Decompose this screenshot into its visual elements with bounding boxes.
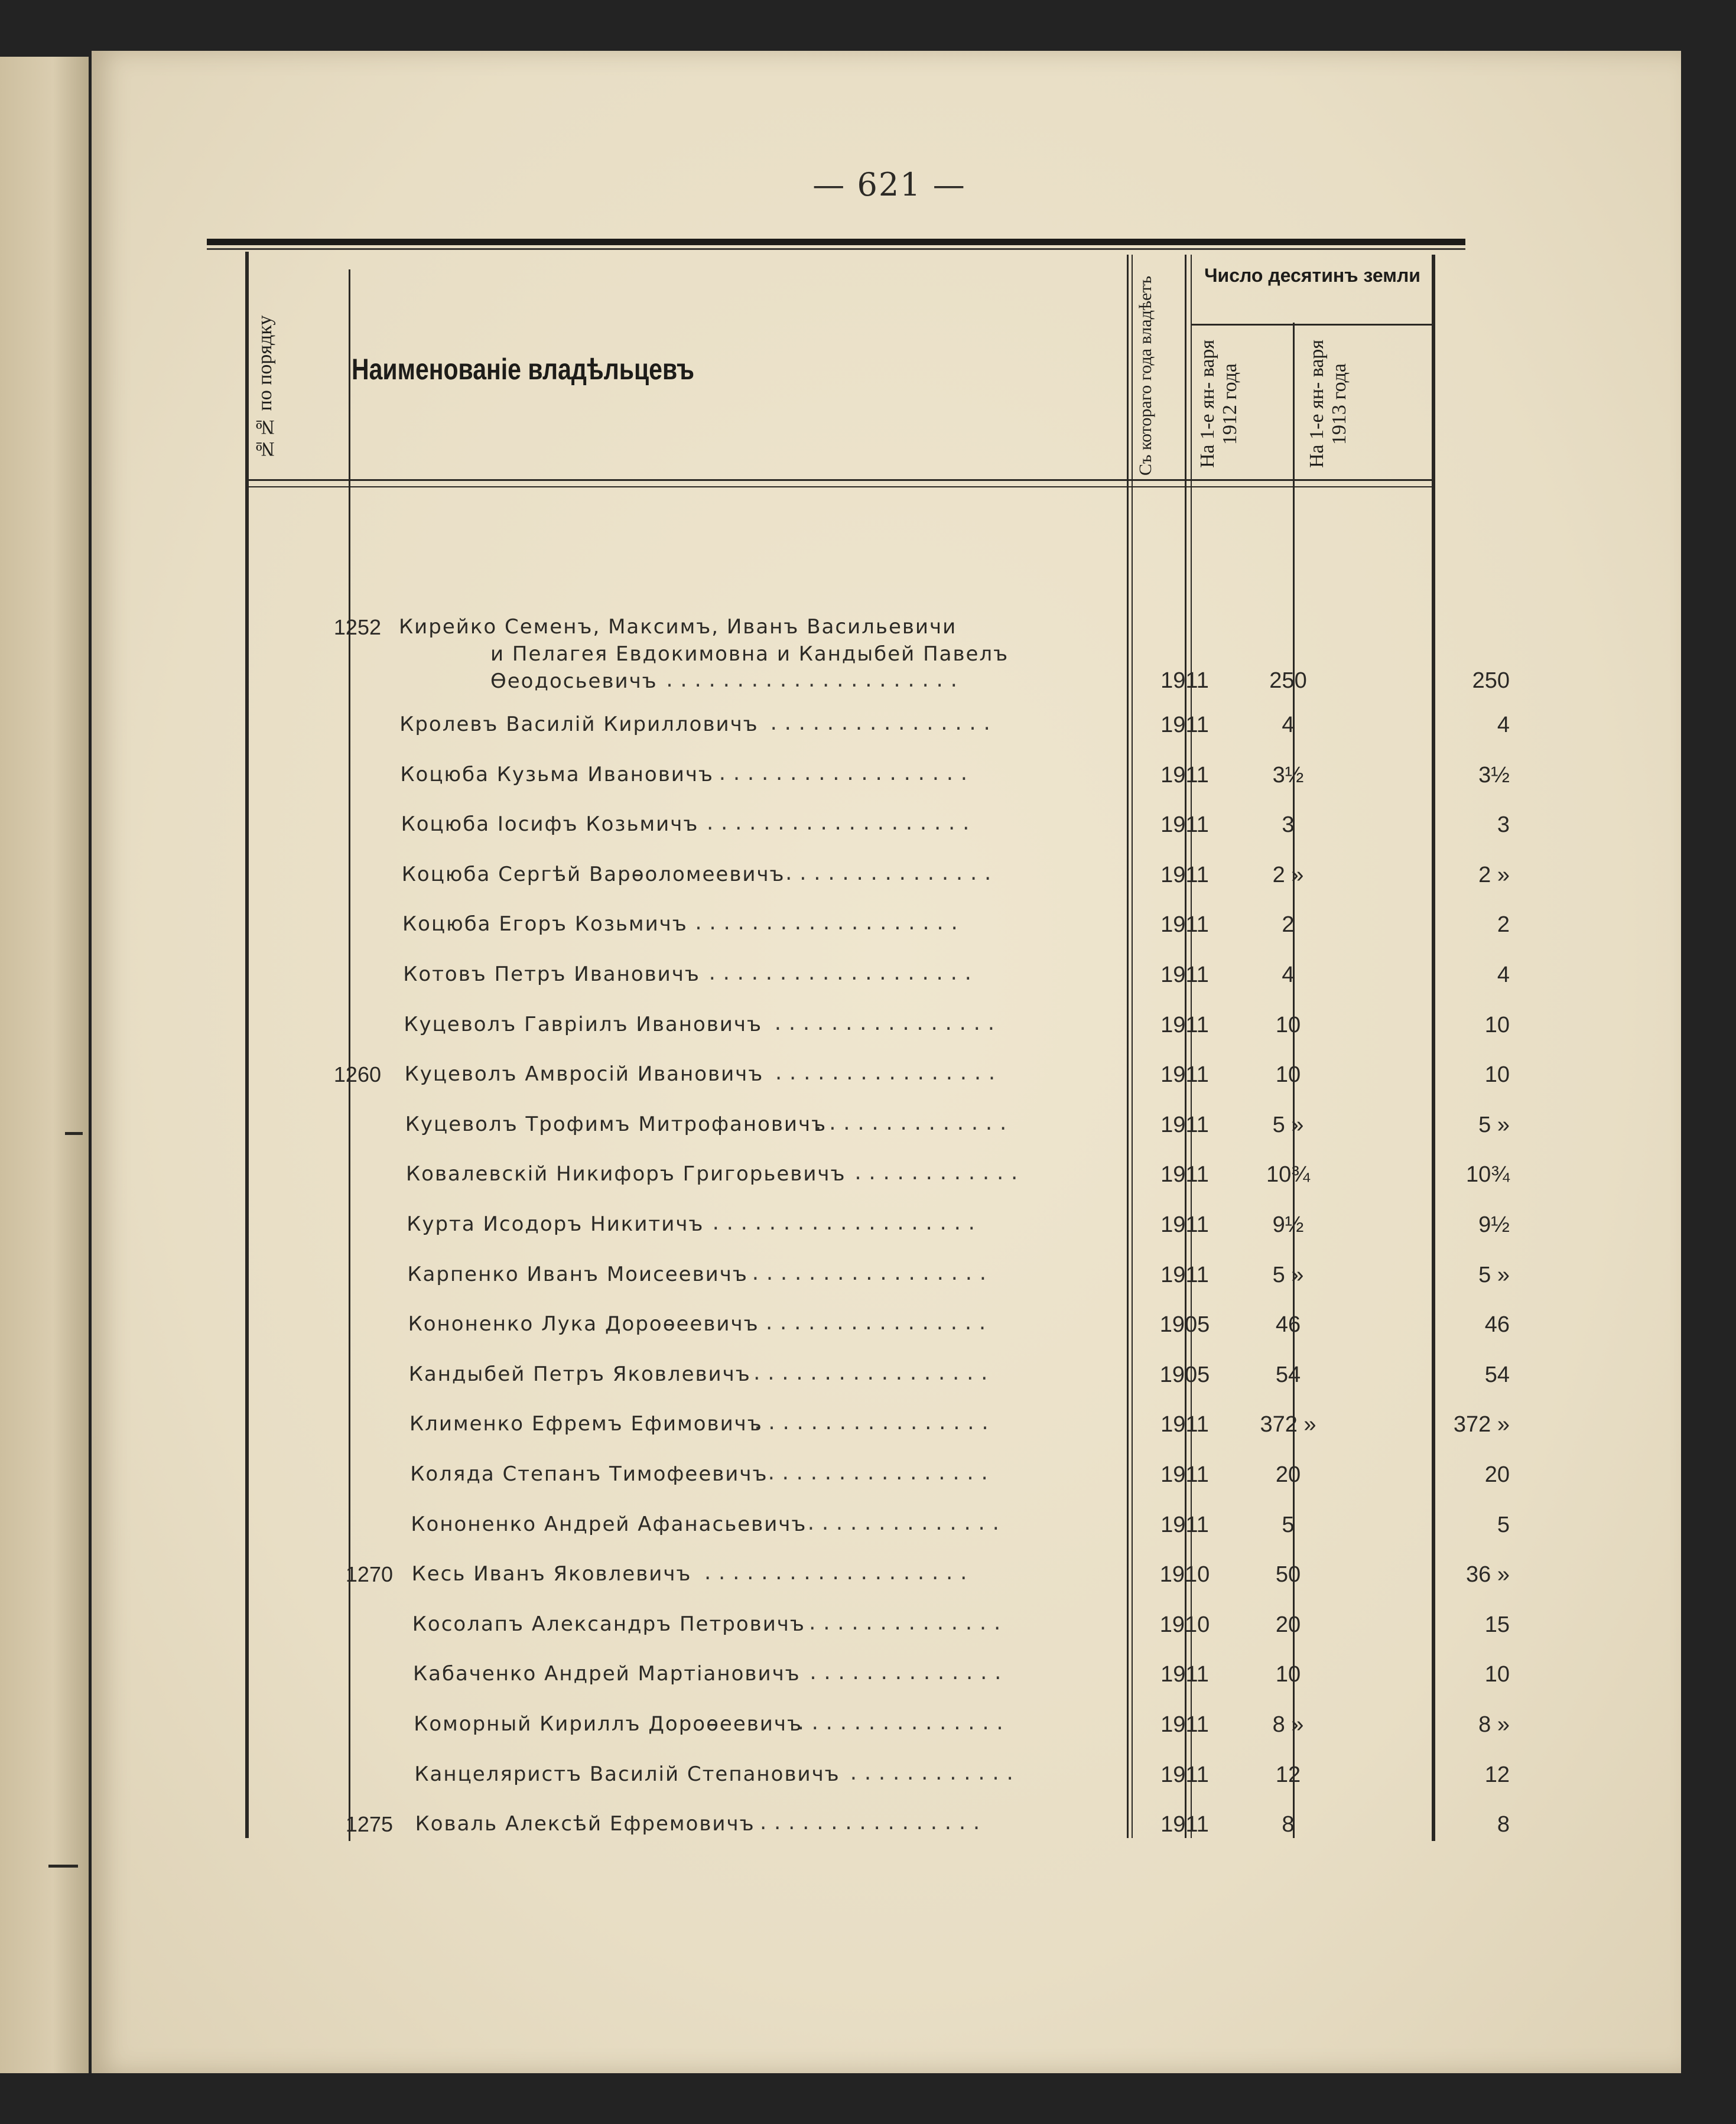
land-1912: 20 <box>1275 1612 1301 1637</box>
acquisition-year: 1911 <box>1160 1212 1209 1237</box>
land-1912: 250 <box>1269 668 1307 693</box>
leader-dots: .............. <box>805 1513 1005 1534</box>
acquisition-year: 1911 <box>1160 1012 1209 1037</box>
document-page <box>92 51 1681 2073</box>
header-name: Наименованіе владѣльцевъ <box>352 353 695 386</box>
land-1913: 3½ <box>1478 762 1510 788</box>
land-1912: 46 <box>1275 1312 1301 1338</box>
table-row <box>92 1062 1681 1110</box>
leader-dots: ............ <box>853 1163 1023 1185</box>
land-1912: 5 <box>1282 1512 1295 1537</box>
leader-dots: .............. <box>807 1613 1006 1634</box>
owner-name-line: Кесь Иванъ Яковлевичъ <box>411 1562 692 1586</box>
ink-mark <box>48 1865 78 1868</box>
land-1912: 10 <box>1275 1062 1301 1088</box>
header-bottom-rule-b <box>249 486 1433 487</box>
land-1912: 8 » <box>1272 1712 1304 1737</box>
owner-name-line: Коляда Степанъ Тимофеевичъ <box>410 1462 768 1486</box>
table-row <box>92 962 1681 1010</box>
land-1913: 36 » <box>1466 1562 1510 1588</box>
leader-dots: .................. <box>717 763 973 785</box>
owner-name-line: Кирейко Семенъ, Максимъ, Иванъ Васильевичи <box>399 615 957 639</box>
land-1913: 15 <box>1484 1612 1510 1637</box>
acquisition-year: 1911 <box>1160 1812 1209 1837</box>
table-row <box>92 1162 1681 1209</box>
leader-dots: ............ <box>848 1763 1019 1784</box>
table-row <box>92 1612 1681 1660</box>
acquisition-year: 1911 <box>1160 862 1209 887</box>
land-1913: 54 <box>1484 1362 1510 1387</box>
land-1913: 5 » <box>1478 1112 1510 1137</box>
acquisition-year: 1911 <box>1160 912 1209 938</box>
owner-name-line: Кролевъ Василій Кирилловичъ <box>399 713 759 736</box>
leader-dots: ..................... <box>664 671 963 691</box>
land-1913: 2 » <box>1478 862 1510 887</box>
row-number: 1260 <box>333 1062 381 1087</box>
acquisition-year: 1911 <box>1160 1412 1209 1437</box>
top-rule <box>207 239 1465 245</box>
table-row <box>92 1712 1681 1759</box>
table-row <box>92 1212 1681 1260</box>
owner-name-line: Курта Исодоръ Никитичъ <box>407 1212 704 1236</box>
acquisition-year: 1911 <box>1160 812 1209 838</box>
book-spread <box>0 51 1681 2073</box>
acquisition-year: 1911 <box>1160 713 1209 737</box>
header-bottom-rule <box>249 479 1433 481</box>
acquisition-year: 1911 <box>1160 1262 1209 1287</box>
acquisition-year: 1910 <box>1159 1562 1210 1588</box>
header-group: Число десятинъ земли <box>1204 265 1420 286</box>
table-row <box>92 1513 1681 1560</box>
land-1912: 8 <box>1282 1812 1295 1837</box>
acquisition-year: 1905 <box>1159 1362 1210 1387</box>
row-number: 1275 <box>345 1812 393 1837</box>
acquisition-year: 1905 <box>1159 1312 1210 1338</box>
land-1913: 12 <box>1484 1762 1510 1787</box>
land-1913: 46 <box>1484 1312 1510 1338</box>
land-1913: 4 <box>1497 713 1510 737</box>
land-1913: 5 <box>1497 1512 1510 1537</box>
land-1913: 10¾ <box>1466 1162 1510 1188</box>
left-page-edge <box>0 57 89 2073</box>
leader-dots: ............... <box>795 1713 1009 1734</box>
acquisition-year: 1910 <box>1159 1612 1210 1637</box>
leader-dots: ................... <box>707 964 977 984</box>
owner-name-line: Куцеволъ Трофимъ Митрофановичъ <box>405 1112 827 1136</box>
table-row <box>92 1113 1681 1160</box>
land-1912: 54 <box>1275 1362 1301 1387</box>
owner-name-line: Кабаченко Андрей Мартіановичъ <box>413 1662 801 1686</box>
land-1912: 3½ <box>1272 762 1304 788</box>
table-row <box>92 1562 1681 1609</box>
land-1913: 5 » <box>1478 1262 1510 1287</box>
owner-name-line: Өеодосьевичъ <box>490 669 658 693</box>
group-header-rule <box>1191 324 1433 326</box>
leader-dots: ............... <box>783 863 997 884</box>
table-row <box>92 1462 1681 1510</box>
owner-name-line: Куцеволъ Гавріилъ Ивановичъ <box>404 1012 762 1036</box>
owner-name-line: Коморный Кириллъ Дороөеевичъ <box>414 1712 802 1736</box>
owner-name-line: Коцюба Егоръ Козьмичъ <box>402 912 688 936</box>
table-row <box>92 912 1681 959</box>
land-1912: 4 <box>1282 962 1295 987</box>
table-row <box>92 1312 1681 1359</box>
owner-name-line: Котовъ Петръ Ивановичъ <box>403 962 700 986</box>
table-row <box>92 763 1681 810</box>
owner-name-line: Коцюба Сергѣй Варөоломеевичъ <box>401 862 785 886</box>
land-1913: 10 <box>1484 1062 1510 1088</box>
land-1913: 8 <box>1497 1812 1510 1837</box>
owner-name-line: Коцюба Кузьма Ивановичъ <box>400 762 714 786</box>
table-row <box>92 1263 1681 1310</box>
land-1912: 20 <box>1275 1462 1301 1487</box>
acquisition-year: 1911 <box>1160 668 1209 693</box>
land-1913: 372 » <box>1453 1412 1510 1437</box>
table-row <box>92 1013 1681 1060</box>
table-row <box>92 1662 1681 1709</box>
acquisition-year: 1911 <box>1160 1462 1209 1487</box>
owner-name-line: Кандыбей Петръ Яковлевичъ <box>408 1362 751 1386</box>
owner-name-line: Коваль Алексѣй Ефремовичъ <box>415 1812 755 1836</box>
leader-dots: .............. <box>812 1113 1012 1134</box>
table-row <box>92 580 1681 693</box>
top-rule-thin <box>207 248 1465 250</box>
owner-name-line: Клименко Ефремъ Ефимовичъ <box>409 1412 763 1436</box>
acquisition-year: 1911 <box>1160 1762 1209 1787</box>
land-1912: 2 » <box>1272 862 1304 887</box>
land-1913: 250 <box>1472 668 1510 693</box>
leader-dots: ................ <box>758 1813 986 1834</box>
header-1913: На 1-е ян- варя 1913 года <box>1306 339 1350 469</box>
ink-mark <box>65 1132 83 1135</box>
land-1912: 3 <box>1282 812 1295 838</box>
land-1912: 4 <box>1282 713 1295 737</box>
header-year: Съ котораго года владѣетъ <box>1136 275 1155 476</box>
owner-name-line: Ковалевскій Никифоръ Григорьевичъ <box>406 1162 846 1186</box>
land-1913: 20 <box>1484 1462 1510 1487</box>
leader-dots: ................. <box>751 1363 993 1384</box>
land-1912: 10¾ <box>1266 1162 1310 1188</box>
header-num: №№ по порядку <box>254 315 276 460</box>
land-1913: 10 <box>1484 1012 1510 1037</box>
land-1912: 372 » <box>1260 1412 1316 1437</box>
land-1912: 9½ <box>1272 1212 1304 1237</box>
owner-name-line: и Пелагея Евдокимовна и Кандыбей Павелъ <box>490 642 1009 666</box>
owner-name-line: Косолапъ Александръ Петровичъ <box>412 1612 805 1636</box>
table-row <box>92 713 1681 760</box>
land-1912: 5 » <box>1272 1112 1304 1137</box>
row-number: 1270 <box>345 1562 393 1587</box>
land-1912: 50 <box>1275 1562 1301 1588</box>
leader-dots: ................ <box>763 1313 991 1335</box>
land-1912: 2 <box>1282 912 1295 938</box>
header-1912: На 1-е ян- варя 1912 года <box>1197 339 1241 469</box>
land-1913: 8 » <box>1478 1712 1510 1737</box>
owner-name-line: Кононенко Андрей Афанасьевичъ <box>411 1512 807 1536</box>
leader-dots: ................. <box>752 1413 994 1435</box>
owner-name-line: Карпенко Иванъ Моисеевичъ <box>407 1262 748 1286</box>
table-row <box>92 1362 1681 1410</box>
table-row <box>92 1812 1681 1859</box>
page-number: — 621 — <box>812 166 966 203</box>
leader-dots: ................ <box>773 1063 1001 1085</box>
table-row <box>92 1762 1681 1810</box>
land-1913: 3 <box>1497 812 1510 838</box>
leader-dots: ................ <box>772 1013 1000 1035</box>
owner-name-line: Куцеволъ Амвросій Ивановичъ <box>404 1062 764 1087</box>
table-row <box>92 863 1681 910</box>
land-1913: 9½ <box>1478 1212 1510 1237</box>
acquisition-year: 1911 <box>1160 1162 1209 1188</box>
leader-dots: ................ <box>768 714 996 734</box>
acquisition-year: 1911 <box>1160 762 1209 788</box>
table-row <box>92 812 1681 860</box>
leader-dots: ................... <box>710 1214 981 1234</box>
land-1912: 5 » <box>1272 1262 1304 1287</box>
owner-name-line: Кононенко Лука Дороөеевичъ <box>408 1312 759 1336</box>
land-1913: 10 <box>1484 1662 1510 1687</box>
acquisition-year: 1911 <box>1160 1712 1209 1737</box>
land-1912: 12 <box>1275 1762 1301 1787</box>
acquisition-year: 1911 <box>1160 1062 1209 1088</box>
acquisition-year: 1911 <box>1160 962 1209 987</box>
acquisition-year: 1911 <box>1160 1662 1209 1687</box>
owner-name-line: Коцюба Іосифъ Козьмичъ <box>401 812 699 837</box>
leader-dots: ................... <box>704 814 975 835</box>
owner-name-line: Канцеляристъ Василій Степановичъ <box>414 1762 840 1786</box>
acquisition-year: 1911 <box>1160 1512 1209 1537</box>
leader-dots: ................... <box>702 1563 973 1585</box>
leader-dots: ................. <box>750 1263 992 1284</box>
land-1912: 10 <box>1275 1012 1301 1037</box>
leader-dots: ................ <box>766 1463 994 1484</box>
acquisition-year: 1911 <box>1160 1112 1209 1137</box>
land-1912: 10 <box>1275 1662 1301 1687</box>
leader-dots: .............. <box>808 1663 1007 1684</box>
leader-dots: ................... <box>693 913 964 935</box>
table-row <box>92 1412 1681 1459</box>
row-number: 1252 <box>333 615 381 639</box>
land-1913: 4 <box>1497 962 1510 987</box>
land-1913: 2 <box>1497 912 1510 938</box>
